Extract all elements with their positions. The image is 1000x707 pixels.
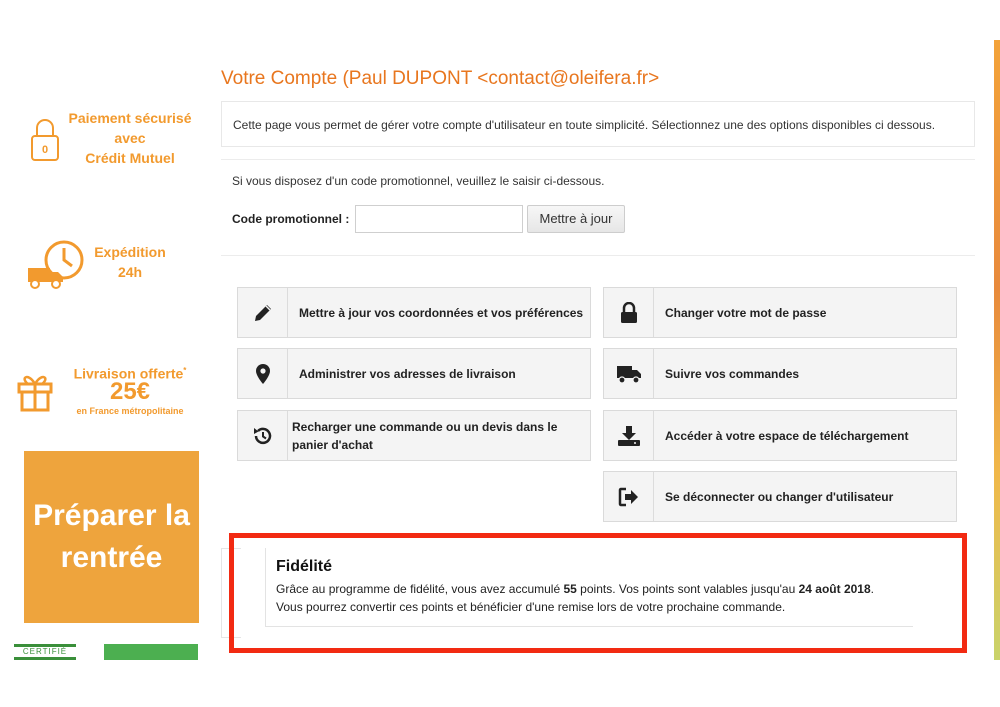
lock-icon xyxy=(604,288,654,337)
payment-line-3: Crédit Mutuel xyxy=(85,150,175,166)
banner-line-2: rentrée xyxy=(60,541,163,574)
promo-instruction: Si vous disposez d'un code promotionnel, veuillez le saisir ci-dessous. xyxy=(232,174,605,188)
action-label: Administrer vos adresses de livraison xyxy=(299,366,516,381)
truck-icon xyxy=(604,349,654,398)
fidelity-expiry-date: 24 août 2018 xyxy=(798,582,871,596)
gift-icon xyxy=(16,370,54,412)
shipping-badge xyxy=(22,232,202,292)
padlock-icon xyxy=(30,116,60,162)
pencil-icon xyxy=(238,288,288,337)
delivery-asterisk: * xyxy=(183,366,187,375)
manage-addresses-button[interactable] xyxy=(237,348,591,399)
secure-payment-badge xyxy=(22,108,202,168)
fidelity-info-text: Vous pourrez convertir ces points et bénéficier d'une remise lors de votre prochaine commande. xyxy=(276,600,786,614)
update-details-button[interactable] xyxy=(237,287,591,338)
divider xyxy=(221,255,975,256)
track-orders-button[interactable] xyxy=(603,348,957,399)
intro-box xyxy=(221,101,975,147)
reload-order-button[interactable] xyxy=(237,410,591,461)
action-label: Changer votre mot de passe xyxy=(665,305,827,320)
delivery-amount: 25€ xyxy=(109,378,151,405)
promo-code-input[interactable] xyxy=(355,205,523,233)
certified-logo: CERTIFIÉ xyxy=(14,644,76,660)
map-pin-icon xyxy=(238,349,288,398)
action-label: Recharger une commande ou un devis dans le panier d'achat xyxy=(292,419,558,452)
promo-code-label: Code promotionnel : xyxy=(232,212,350,226)
green-partner-logo xyxy=(104,644,198,660)
logout-button[interactable] xyxy=(603,471,957,522)
fidelity-title: Fidélité xyxy=(276,558,333,575)
free-delivery-badge xyxy=(14,362,200,422)
payment-line-1: Paiement sécurisé xyxy=(68,110,192,126)
back-to-school-banner[interactable] xyxy=(24,451,199,623)
payment-line-2: avec xyxy=(114,130,146,146)
action-label: Mettre à jour vos coordonnées et vos préférences xyxy=(299,305,584,320)
action-label: Suivre vos commandes xyxy=(665,366,800,381)
intro-text: Cette page vous permet de gérer votre compte d'utilisateur en toute simplicité. Sélectionnez une des options disponibles ci dessous. xyxy=(233,118,936,132)
delivery-note: en France métropolitaine xyxy=(76,406,184,416)
fidelity-points: 55 xyxy=(563,582,577,596)
download-icon xyxy=(604,411,654,460)
change-password-button[interactable] xyxy=(603,287,957,338)
padlock-digit: 0 xyxy=(41,144,49,156)
banner-line-1: Préparer la xyxy=(33,499,190,532)
fidelity-points-text: Grâce au programme de fidélité, vous avez accumulé 55 points. Vos points sont valables jusqu'au 24 août 2018. xyxy=(276,582,874,596)
downloads-button[interactable] xyxy=(603,410,957,461)
decorative-edge-strip xyxy=(994,40,1000,660)
delivery-line-1: Livraison offerte xyxy=(73,365,184,382)
sign-out-icon xyxy=(604,472,654,521)
page-title: Votre Compte (Paul DUPONT <contact@oleifera.fr> xyxy=(221,68,660,89)
divider xyxy=(221,159,975,160)
history-icon xyxy=(238,411,288,460)
shipping-line-2: 24h xyxy=(117,264,143,280)
shipping-line-1: Expédition xyxy=(94,244,166,260)
action-label: Accéder à votre espace de téléchargement xyxy=(665,428,909,443)
highlight-box xyxy=(229,533,967,653)
clock-truck-icon xyxy=(26,236,90,292)
update-promo-button[interactable]: Mettre à jour xyxy=(527,205,625,233)
action-label: Se déconnecter ou changer d'utilisateur xyxy=(665,489,894,504)
